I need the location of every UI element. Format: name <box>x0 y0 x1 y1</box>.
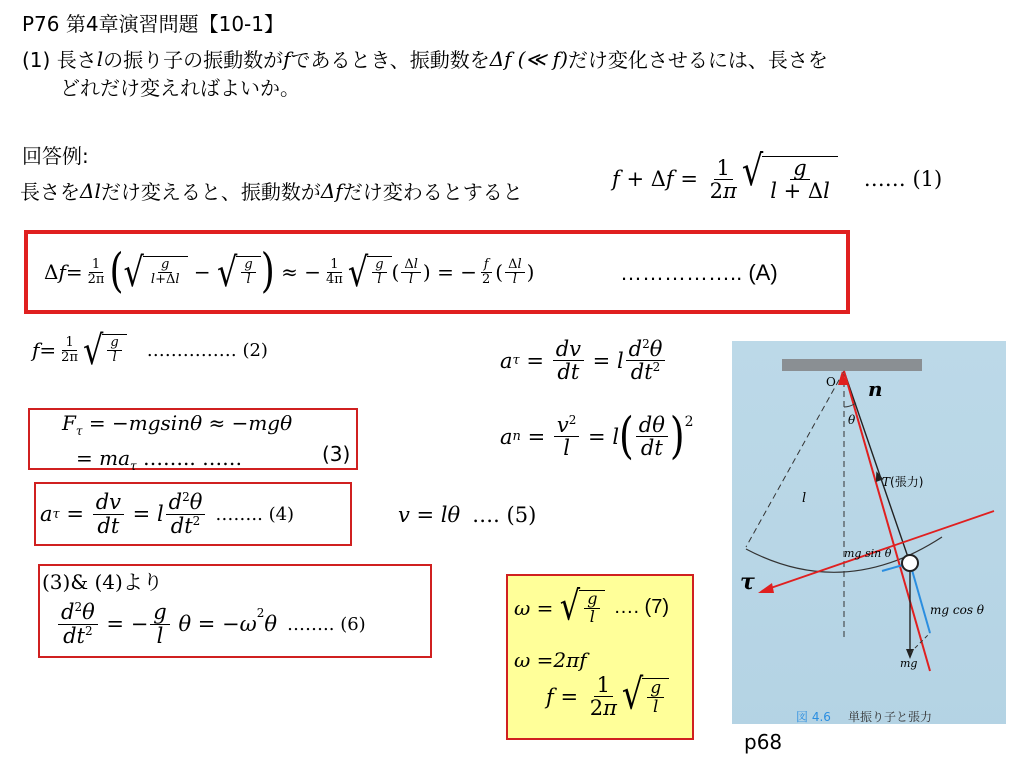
equation-5 <box>398 503 536 527</box>
equation-tag: …….. (6) <box>287 613 366 635</box>
figure-caption-text: 単振り子と張力 <box>848 710 933 724</box>
equation-text: θ = −ω <box>178 612 257 636</box>
answer-label: 回答例: <box>22 144 89 168</box>
answer-text: だけ変えると、振動数が <box>100 180 321 204</box>
page-reference: p68 <box>744 730 783 754</box>
equation-a-n: a n = $\frac{v^2}{l}$ = l ( $\frac{d\theta}{dt}$ ) $^2$ <box>500 406 694 464</box>
label-tau: τ <box>740 569 755 595</box>
answer-text: 長さを <box>20 180 80 204</box>
symbol-delta-f: Δf <box>320 178 343 203</box>
answer-text: だけ変わるとすると <box>342 180 523 204</box>
symbol-delta-l: Δl <box>80 178 101 203</box>
equation-6-label: (3)& (4)より <box>42 570 163 594</box>
equation-text: θ <box>264 612 278 636</box>
equation-tag: …… (1) <box>863 167 943 192</box>
label-theta: θ <box>848 413 856 427</box>
label-O: O <box>826 375 836 389</box>
equation-2: f = $\frac{1}{2\pi}$ √ $\frac{g}{l}$ …………… (2) <box>32 326 268 374</box>
equation-4: a τ = $\frac{dv}{dt}$ = l $\frac{d^2\theta}{dt^2}$ …….. (4) <box>40 490 295 538</box>
equation-tag: …….. (4) <box>215 503 295 525</box>
equation-a: Δf= $\frac{1}{2\pi}$ ( √ $\frac{g}{l+\Delta l}$ − √ $\frac{g}{l}$ ) ≈ − $\frac{1}{4\pi}$ √ $\frac{g}{l}$ ( $\frac{\Delta l}{l}$ ) = − $\frac{f}{2}$ ( $\frac{\Delta l}{l}$ ) <box>44 244 535 298</box>
equation-f: f = $\frac{1}{2\pi}$ √ $\frac{g}{l}$ <box>546 674 669 719</box>
equation-3-tag: (3) <box>322 442 351 466</box>
equation-3: $F_\tau = -mgsin\theta \approx -mg\theta$ = $ma_\tau$ …….. …… <box>62 411 293 473</box>
pendulum-bob <box>902 555 918 571</box>
equation-a-tag: …………….. (A) <box>620 260 778 285</box>
figure-caption-number: 図 4.6 <box>796 710 831 724</box>
label-l: l <box>802 491 807 506</box>
question-text: (1) 長さ <box>22 48 97 72</box>
equation-tag: …………… (2) <box>146 339 268 361</box>
symbol-f: f <box>283 46 291 71</box>
equation-omega-2pif: ω =2πf <box>514 648 587 672</box>
equation-tag: …. (5) <box>472 503 537 527</box>
pendulum-figure <box>732 341 1006 737</box>
label-tension: T(張力) <box>882 475 924 489</box>
tangent-arrow-head <box>758 583 774 593</box>
label-mgcos: mg cos θ <box>930 603 985 617</box>
ceiling-bar <box>782 359 922 371</box>
equation-7: ω = √ $\frac{g}{l}$ …. (7) <box>514 581 669 630</box>
page-title: P76 第4章演習問題【10-1】 <box>22 12 284 36</box>
question-text: であるとき、振動数を <box>290 48 490 72</box>
question-line-2: どれだけ変えればよいか。 <box>60 76 300 100</box>
symbol-delta-f: Δf <box>489 46 512 71</box>
equation-text: v = lθ <box>398 503 461 527</box>
equation-6: $\frac{d^2\theta}{dt^2}$ = − $\frac{g}{l}$ θ = −ω $^2$ θ …….. (6) <box>56 594 366 654</box>
equation-text: = −mgsinθ ≈ −mgθ <box>88 411 293 435</box>
label-mg: mg <box>900 657 918 670</box>
symbol-much-less: (≪ f) <box>517 46 568 71</box>
label-n: n <box>868 377 883 401</box>
mgcos-vector <box>910 563 930 633</box>
equation-text: = ma <box>76 446 131 470</box>
equation-tag: …. (7) <box>613 596 669 619</box>
normal-axis-line <box>844 371 930 671</box>
length-dashed-line <box>746 371 844 547</box>
question-text: だけ変化させるには、長さを <box>567 48 828 72</box>
symbol-l: l <box>96 46 104 71</box>
equation-1: f + Δ f = $\frac{1}{2\pi}$ √ $\frac{g}{l + \Delta l}$ …… (1) <box>612 146 943 204</box>
label-mgsin: mg sin θ <box>844 547 892 560</box>
equation-dots: …….. …… <box>143 446 243 470</box>
question-text: の振り子の振動数が <box>103 48 284 72</box>
answer-line <box>20 176 523 205</box>
question-line-1 <box>22 44 828 73</box>
equation-a-tau: a τ = $\frac{dv}{dt}$ = l $\frac{d^2\theta}{dt^2}$ <box>500 338 667 383</box>
